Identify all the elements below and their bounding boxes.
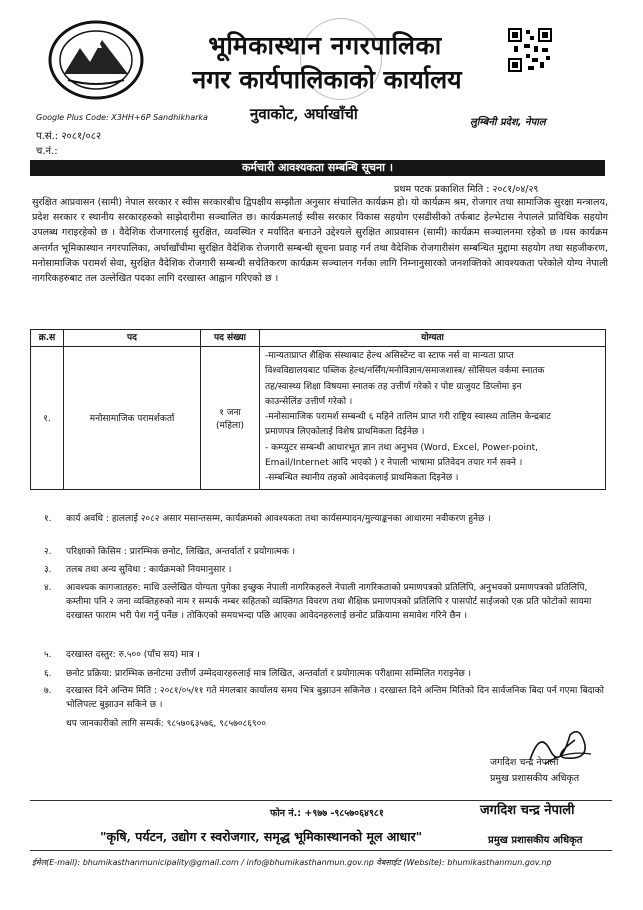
condition-item	[44, 717, 604, 731]
publish-date: प्रथम पटक प्रकाशित मिति : २०८१/०४/२९	[394, 184, 539, 195]
footer-officer-name: जगदिश चन्द्र नेपाली	[480, 803, 575, 818]
condition-number: ४.	[44, 583, 52, 593]
row-post: मनोसामाजिक परामर्शकर्ता	[64, 347, 201, 490]
header-sn: क्र.स	[31, 330, 64, 347]
municipality-logo	[46, 18, 146, 102]
qualification-line: काउन्सेलिंङ उत्तीर्ण गरेको ।	[265, 396, 353, 407]
condition-text: कार्य अवधि : हाललाई २०८२ असार मसान्तसम्म, कार्यक्रमको आवश्यकता तथा कार्यसम्पादन/मुल्याङ्कनका आधारमा नवीकरण हुनेछ ।	[66, 514, 491, 524]
condition-item	[44, 512, 604, 526]
table-row	[31, 347, 606, 490]
condition-number: ५.	[44, 650, 52, 660]
condition-item	[44, 545, 604, 559]
qualification-line: प्रमाणपत्र लिएकोलाई विशेष प्राथमिकता दिईनेछ ।	[265, 427, 425, 438]
qualification-line: - कम्प्युटर सम्बन्धी आधारभूत ज्ञान तथा अनुभव (Word, Excel, Power-point,	[265, 442, 539, 453]
footer-officer-title: प्रमुख प्रशासकीय अधिकृत	[488, 835, 583, 846]
dispatch-number: च.नं.:	[36, 146, 58, 157]
qr-code-icon	[508, 28, 552, 72]
row-count-cell	[201, 347, 260, 490]
province-label: लुम्बिनी प्रदेश, नेपाल	[470, 117, 546, 128]
footer-contact: ईमेल(E-mail): bhumikasthanmunicipality@gmail.com / info@bhumikasthanmun.gov.np वेबसाईट (Website): bhumikasthanmun.gov.np	[32, 858, 552, 867]
qualification-line: -मान्यताप्राप्त शैक्षिक संस्थाबाट हेल्थ असिस्टेन्ट वा स्टाफ नर्स वा मान्यता प्राप्त	[265, 351, 514, 361]
header-qualification: योग्यता	[260, 330, 606, 347]
google-plus-code: Google Plus Code: X3HH+6P Sandhikharka	[36, 113, 208, 122]
condition-text: छनोट प्रक्रिया: प्रारम्भिक छनोटमा उत्तीर्ण उम्मेदवारहरुलाई मात्र लिखित, अन्तर्वार्ता र प्रयोगात्मक परीक्षामा सम्मिलित गराइनेछ ।	[66, 669, 472, 679]
office-name-line1: भूमिकास्थान नगरपालिका	[208, 31, 442, 60]
qualification-line: -मनोसामाजिक परामर्श सम्बन्धी ६ महिने तालिम प्राप्त गरी राष्ट्रिय स्वास्थ्य तालिम केन्द्रबाट	[265, 412, 551, 423]
condition-item	[44, 648, 604, 662]
condition-number: १.	[44, 514, 52, 524]
row-sn: १.	[31, 347, 64, 490]
office-name-line2: नगर कार्यपालिकाको कार्यालय	[192, 65, 462, 94]
footer-slogan: "कृषि, पर्यटन, उद्योग र स्वरोजगार, समृद्ध भूमिकास्थानको मूल आधार"	[100, 829, 423, 844]
notice-title: कर्मचारी आवश्यकता सम्बन्धि सूचना ।	[30, 160, 605, 176]
condition-text: परिक्षाको किसिम : प्रारम्भिक छनोट, लिखित, अन्तर्वार्ता र प्रयोगात्मक ।	[66, 547, 296, 557]
qualification-line: तह/स्वास्थ्य शिक्षा विषयमा स्नातक तह उत्तीर्ण गरेको र पोष्ट ग्राजुयट डिप्लोमा इन	[265, 381, 522, 392]
condition-item	[44, 667, 604, 681]
qualification-line: विश्वविद्यालयबाट पब्लिक हेल्थ/नर्सिंग/मनोविज्ञान/समाजशास्त्र/ सोसियल वर्कमा स्नातक	[265, 366, 545, 377]
condition-item	[44, 581, 604, 623]
intro-paragraph: सुरक्षित आप्रवासन (सामी) नेपाल सरकार र स्वीस सरकारबीच द्विपक्षीय सम्झौता अनुसार संचालित कार्यक्रम हो। यो कार्यक्रम श्रम, रोजगार तथा सामाजिक सुरक्षा मन्त्रालय, प्रदेश सरकार र स्थानीय सरकारहरुको साझेदारीमा सञ्चालित छ। कार्यक्रमलाई स्वीस सरकार विकास सहयोग एसडीसीको तर्फबाट हेल्भेटास नेपालले प्राविधिक सहयोग उपलब्ध गराइरहेको छ । वैदेशिक रोजगारलाई सुरक्षित, व्यवस्थित र मर्यादित बनाउने उद्देश्यले सुरक्षित आप्रवासन (सामी) कार्यक्रम सञ्चालनमा रहेको छ ।यस कार्यक्रम अन्तर्गत भूमिकास्थान नगरपालिका, अर्घाखाँचीमा सुरक्षित वैदेशिक रोजगारी सम्बन्धी सूचना प्रवाह गर्न तथा वैदेशिक रोजगारीसंग सम्बन्धित मुद्दामा सहयोग तथा सहजीकरण, मनोसामाजिक परामर्श सेवा, सुरक्षित वैदेशिक रोजगारी सम्बन्धी सचेतिकरण कार्यक्रम सञ्चालन गर्नका लागि निम्नानुसारको जनशक्तिको आवश्यकता परेकोले योग्य नेपाली नागरिकहरुबाट तल उल्लेखित पदका लागि दरखास्त आह्वान गरिएको छ ।	[32, 197, 608, 285]
row-count-note: (महिला)	[216, 420, 244, 431]
reference-number: प.सं.: २०८१/०८२	[36, 131, 102, 142]
condition-item	[44, 563, 604, 577]
row-qualifications	[260, 347, 606, 490]
condition-number: ३.	[44, 565, 52, 575]
condition-item	[44, 684, 604, 712]
row-count: १ जना	[219, 407, 241, 418]
condition-text: तलब तथा अन्य सुविधा : कार्यक्रमको नियमानुसार ।	[66, 565, 232, 575]
table-header-row	[31, 330, 606, 347]
condition-text: आवश्यक कागजातहरु: माथि उल्लेखित योग्यता पुगेका इच्छुक नेपाली नागरिकहरुले नेपाली नागरिकताको प्रमाणपत्रको प्रतिलिपि, अनुभवको प्रमाणपत्रको प्रतिलिपि, कम्तीमा पनि २ जना व्यक्तिहरुको नाम र सम्पर्क नम्बर सहितको व्यक्तिगत विवरण तथा शैक्षिक प्रमाणपत्रको प्रतिलिपि र पासपोर्ट साईजको एक प्रति फोटोको सायमा दरखास्त फाराम भरी पेश गर्नु पर्नेछ । तोकिएको समयभन्दा पछि आएका आवेदनहरुलाई छनोट प्रक्रियामा समावेश गरिने छैन ।	[66, 583, 592, 621]
condition-text: दरखास्त दस्तुर: रु.५०० (पाँच सय) मात्र ।	[66, 650, 200, 660]
condition-number: ६.	[44, 669, 52, 679]
footer-divider	[30, 850, 612, 851]
footer-phone: फोन नं.: +९७७ -९८५७०६४९८१	[270, 808, 384, 819]
header-count: पद संख्या	[201, 330, 260, 347]
qualification-line: Email/Internet आदि भएको ) र नेपाली भाषामा प्रतिवेदन तयार गर्न सक्ने ।	[265, 458, 523, 469]
office-address: नुवाकोट, अर्घाखाँची	[250, 105, 358, 123]
signatory-title: प्रमुख प्रशासकीय अधिकृत	[490, 773, 580, 784]
header-post: पद	[64, 330, 201, 347]
requirements-table	[30, 329, 606, 490]
condition-number: ७.	[44, 686, 52, 696]
condition-text: थप जानकारीको लागि सम्पर्क: ९८५७०६३५७६, ९८५७०८६९००	[66, 719, 266, 729]
qualification-line: -सम्बन्धित स्थानीय तहको आवेदकलाई प्राथमिकता दिइनेछ ।	[265, 473, 459, 484]
condition-number: २.	[44, 547, 52, 557]
condition-text: दरखास्त दिने अन्तिम मिति : २०८१/०५/११ गते मंगलबार कार्यालय समय भित्र बुझाउन सकिनेछ । दरखास्त दिने अन्तिम मितिको दिन सार्वजनिक बिदा पर्न गएमा बिदाको भोलिपल्ट बुझाउन सकिने छ ।	[66, 686, 604, 710]
signatory-name: जगदिश चन्द्र नेपाली	[490, 757, 559, 768]
